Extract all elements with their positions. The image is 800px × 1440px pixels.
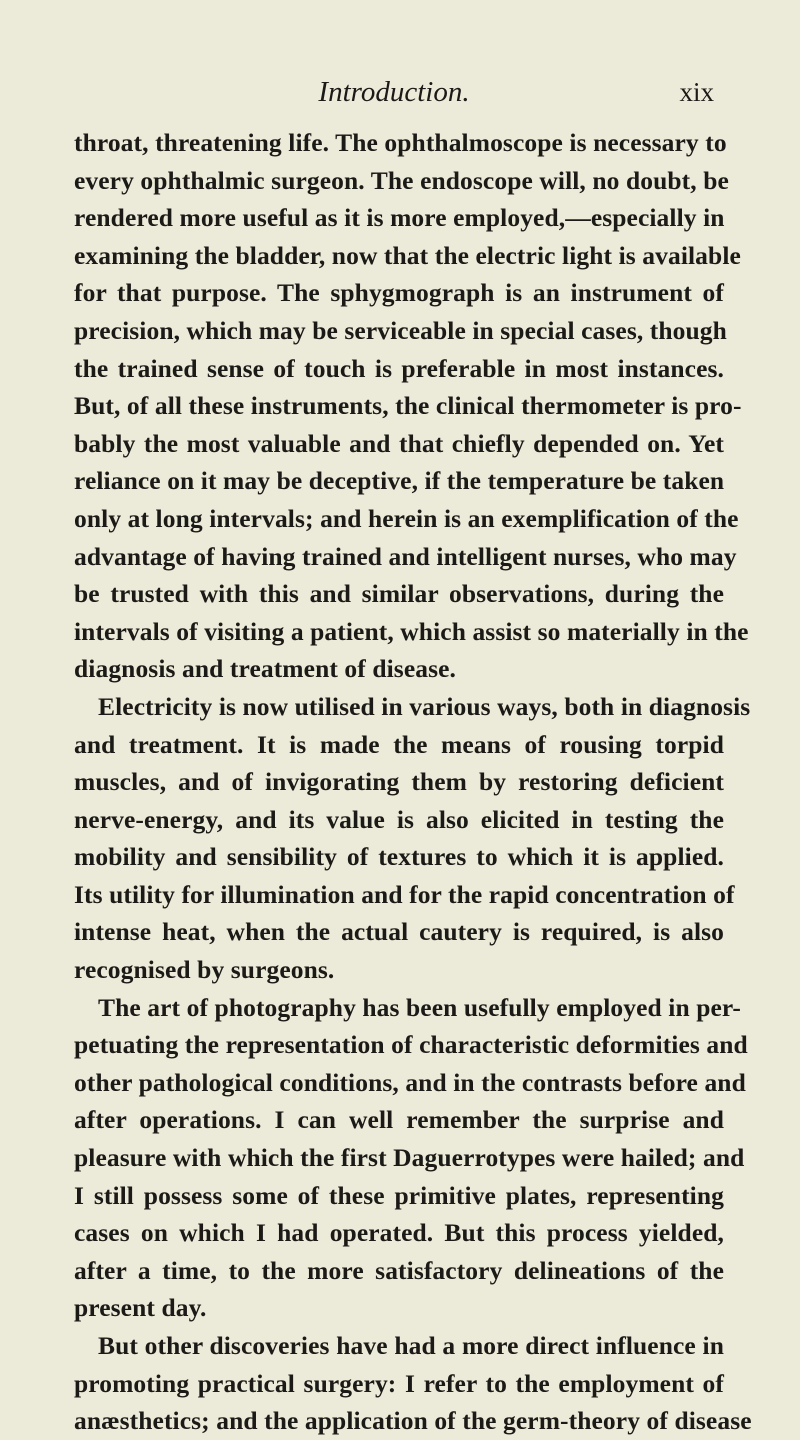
text-line: cases on which I had operated. But this process yielded, (74, 1218, 724, 1248)
text-line: rendered more useful as it is more employed,—especially in (74, 203, 725, 233)
text-line: other pathological conditions, and in the contrasts before and (74, 1067, 746, 1097)
text-line: after a time, to the more satisfactory delineations of the (74, 1255, 724, 1285)
text-line: diagnosis and treatment of disease. (74, 654, 457, 684)
text-line: and treatment. It is made the means of rousing torpid (74, 729, 724, 759)
text-line: muscles, and of invigorating them by restoring deficient (74, 767, 724, 797)
text-line: the trained sense of touch is preferable in most instances. (74, 353, 724, 383)
text-line: recognised by surgeons. (74, 955, 335, 985)
text-line: every ophthalmic surgeon. The endoscope will, no doubt, be (74, 165, 729, 195)
text-line: promoting practical surgery: I refer to the employment of (74, 1368, 724, 1398)
text-line: for that purpose. The sphygmograph is an instrument of (74, 278, 724, 308)
text-line: pleasure with which the first Daguerrotypes were hailed; and (74, 1143, 745, 1173)
text-line: Its utility for illumination and for the rapid concentration of (74, 879, 735, 909)
text-line: bably the most valuable and that chiefly depended on. Yet (74, 428, 724, 458)
text-line: advantage of having trained and intelligent nurses, who may (74, 541, 737, 571)
text-line: intense heat, when the actual cautery is required, is also (74, 917, 724, 947)
text-line: present day. (74, 1293, 207, 1323)
text-line: nerve-energy, and its value is also elicited in testing the (74, 804, 724, 834)
text-line: throat, threatening life. The ophthalmoscope is necessary to (74, 128, 727, 157)
text-line: But other discoveries have had a more direct influence in (98, 1331, 724, 1360)
text-line: But, of all these instruments, the clinical thermometer is pro- (74, 391, 742, 421)
text-line: be trusted with this and similar observations, during the (74, 579, 724, 609)
text-line: precision, which may be serviceable in special cases, though (74, 315, 727, 345)
text-line: mobility and sensibility of textures to which it is applied. (74, 842, 724, 872)
text-line: The art of photography has been usefully employed in per- (98, 992, 742, 1022)
text-line: anæsthetics; and the application of the germ-theory of disease (74, 1406, 752, 1436)
text-line: I still possess some of these primitive plates, representing (74, 1180, 724, 1210)
running-title: Introduction. (318, 76, 470, 108)
body-text (74, 124, 752, 1440)
text-line: examining the bladder, now that the electric light is available (74, 240, 741, 270)
text-line: after operations. I can well remember the surprise and (74, 1105, 724, 1135)
text-line: petuating the representation of characteristic deformities and (74, 1030, 748, 1060)
text-line: Electricity is now utilised in various ways, both in diagnosis (98, 691, 751, 721)
running-head (74, 72, 714, 112)
text-line: intervals of visiting a patient, which assist so materially in the (74, 616, 749, 646)
text-line: reliance on it may be deceptive, if the temperature be taken (74, 466, 725, 496)
page-number: xix (679, 77, 714, 107)
text-line: only at long intervals; and herein is an exemplification of the (74, 503, 739, 533)
